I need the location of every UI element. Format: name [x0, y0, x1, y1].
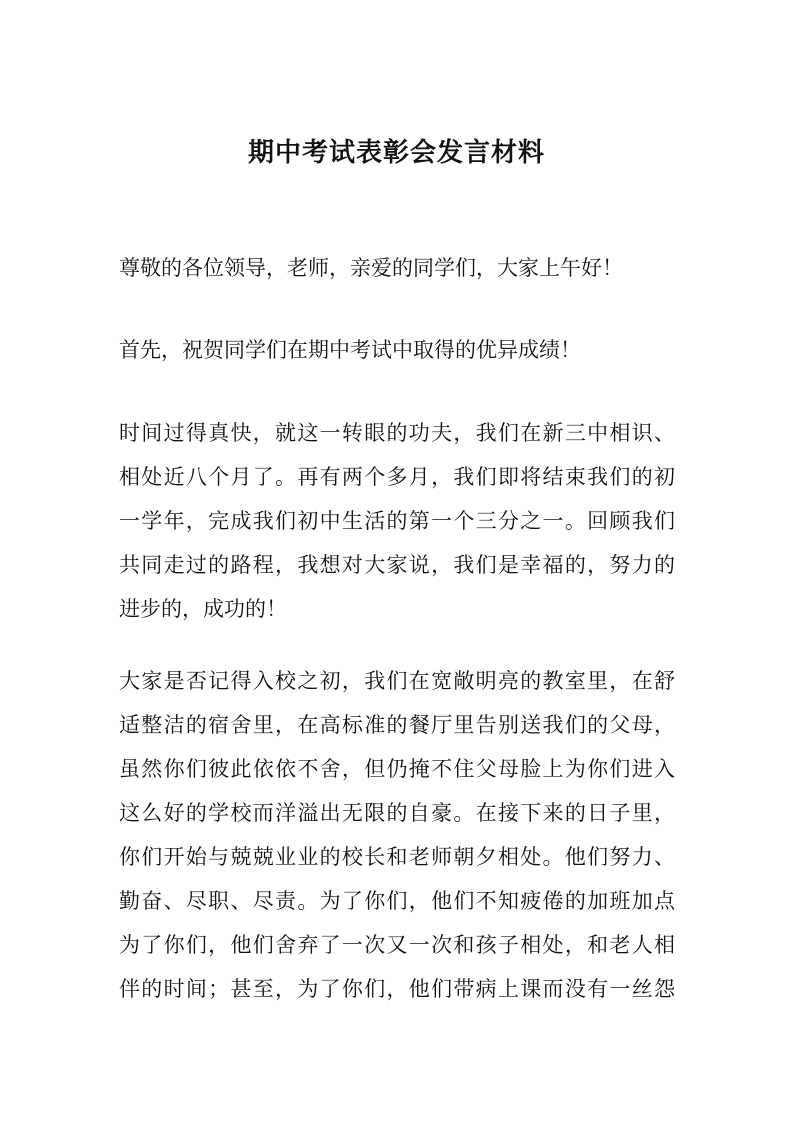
document-title: 期中考试表彰会发言材料: [247, 138, 545, 168]
paragraph-congrats: [119, 328, 675, 372]
text-line: 一学年，完成我们初中生活的第一个三分之一。回顾我们: [119, 509, 675, 533]
text-line: 勤奋、尽职、尽责。为了你们，他们不知疲倦的加班加点: [119, 889, 675, 913]
paragraph-time: [119, 411, 675, 631]
text-line: 时间过得真快，就这一转眼的功夫，我们在新三中相识、: [119, 421, 675, 445]
text-line: 进步的，成功的！: [119, 597, 287, 621]
text-line: 虽然你们彼此依依不舍，但仍掩不住父母脸上为你们进入: [119, 757, 675, 781]
paragraph-greeting: [119, 246, 675, 290]
text-line: 尊敬的各位领导，老师，亲爱的同学们，大家上午好！: [119, 256, 623, 280]
paragraph-memories: [119, 659, 675, 1011]
text-line: 大家是否记得入校之初，我们在宽敞明亮的教室里，在舒: [119, 669, 675, 693]
text-line: 这么好的学校而洋溢出无限的自豪。在接下来的日子里，: [119, 801, 675, 825]
text-line: 适整洁的宿舍里，在高标准的餐厅里告别送我们的父母，: [119, 713, 675, 737]
text-line: 为了你们，他们舍弃了一次又一次和孩子相处，和老人相: [119, 933, 675, 957]
text-line: 你们开始与兢兢业业的校长和老师朝夕相处。他们努力、: [119, 845, 675, 869]
text-line: 共同走过的路程，我想对大家说，我们是幸福的，努力的: [119, 553, 675, 577]
text-line: 相处近八个月了。再有两个多月，我们即将结束我们的初: [119, 465, 675, 489]
text-line: 伴的时间；甚至，为了你们，他们带病上课而没有一丝怨: [119, 977, 675, 1001]
text-line: 首先，祝贺同学们在期中考试中取得的优异成绩！: [119, 338, 581, 362]
